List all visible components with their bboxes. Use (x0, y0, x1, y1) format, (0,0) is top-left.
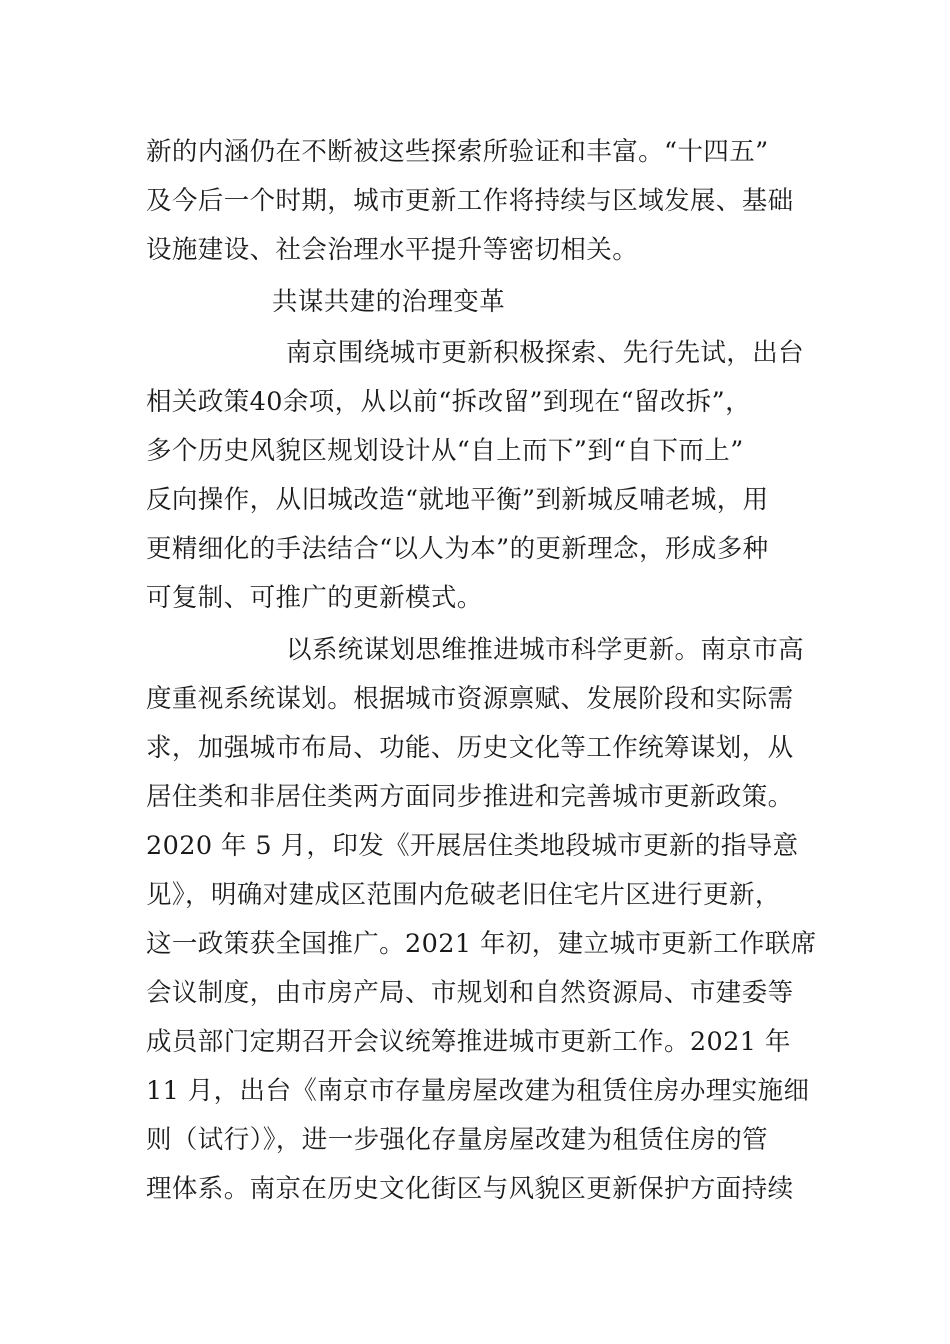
body-text-line: 理体系。南京在历史文化街区与风貌区更新保护方面持续 (146, 1174, 794, 1204)
body-text-line: 相关政策40余项，从以前“拆改留”到现在“留改拆”， (146, 387, 751, 417)
body-text-line: 及今后一个时期，城市更新工作将持续与区域发展、基础 (146, 186, 794, 216)
paragraph-first-line: 以系统谋划思维推进城市科学更新。南京市高 (286, 635, 805, 665)
body-text-line: 11 月，出台《南京市存量房屋改建为租赁住房办理实施细 (146, 1076, 810, 1106)
section-heading: 共谋共建的治理变革 (272, 287, 506, 317)
body-text-line: 这一政策获全国推广。2021 年初，建立城市更新工作联席 (146, 929, 817, 959)
body-text-line: 新的内涵仍在不断被这些探索所验证和丰富。“十四五” (146, 137, 769, 167)
paragraph-first-line: 南京围绕城市更新积极探索、先行先试，出台 (286, 338, 805, 368)
body-text-line: 2020 年 5 月，印发《开展居住类地段城市更新的指导意 (146, 831, 799, 861)
body-text-line: 会议制度，由市房产局、市规划和自然资源局、市建委等 (146, 978, 794, 1008)
body-text-line: 居住类和非居住类两方面同步推进和完善城市更新政策。 (146, 782, 794, 812)
body-text-line: 多个历史风貌区规划设计从“自上而下”到“自下而上” (146, 436, 744, 466)
body-text-line: 度重视系统谋划。根据城市资源禀赋、发展阶段和实际需 (146, 684, 794, 714)
body-text-line: 反向操作，从旧城改造“就地平衡”到新城反哺老城，用 (146, 485, 769, 515)
body-text-line: 求，加强城市布局、功能、历史文化等工作统筹谋划，从 (146, 733, 794, 763)
body-text-line: 成员部门定期召开会议统筹推进城市更新工作。2021 年 (146, 1027, 791, 1057)
body-text-line: 可复制、可推广的更新模式。 (146, 583, 483, 613)
body-text-line: 更精细化的手法结合“以人为本”的更新理念，形成多种 (146, 534, 769, 564)
body-text-line: 设施建设、社会治理水平提升等密切相关。 (146, 235, 639, 265)
body-text-line: 见》，明确对建成区范围内危破老旧住宅片区进行更新， (146, 880, 781, 910)
body-text-line: 则（试行）》，进一步强化存量房屋改建为租赁住房的管 (146, 1125, 769, 1155)
